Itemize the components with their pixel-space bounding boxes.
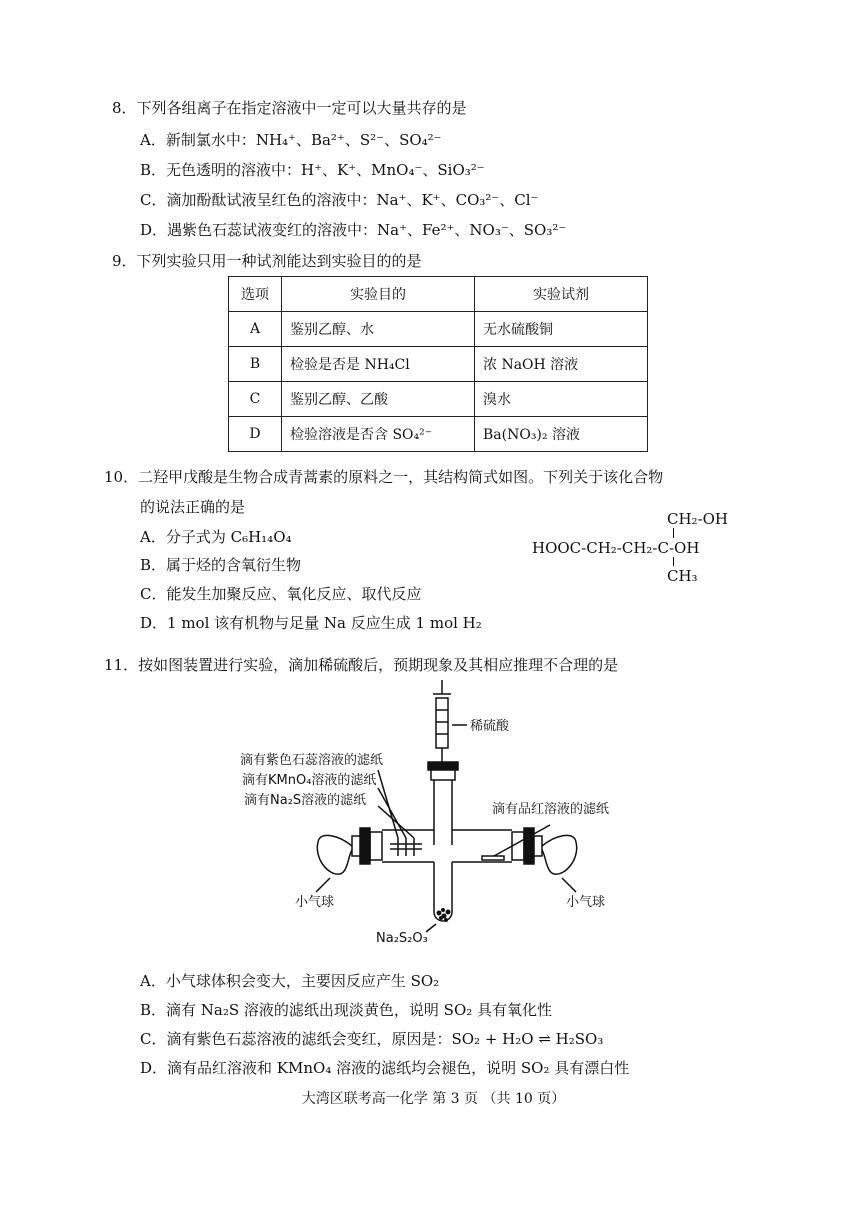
q9-table	[228, 276, 648, 452]
q8-option-b: B．无色透明的溶液中：H⁺、K⁺、MnO₄⁻、SiO₃²⁻	[140, 161, 485, 179]
q11-stem: 11．按如图装置进行实验，滴加稀硫酸后，预期现象及其相应推理不合理的是	[104, 656, 619, 674]
bond-line-top	[673, 528, 674, 538]
table-header-purpose: 实验目的	[282, 277, 475, 312]
q11-option-c: C．滴有紫色石蕊溶液的滤纸会变红，原因是：SO₂ + H₂O ⇌ H₂SO₃	[140, 1030, 604, 1048]
table-cell: C	[229, 382, 282, 417]
table-row	[229, 382, 648, 417]
table-cell: 鉴别乙醇、水	[282, 312, 475, 347]
q11-option-b: B．滴有 Na₂S 溶液的滤纸出现淡黄色，说明 SO₂ 具有氧化性	[140, 1001, 553, 1019]
q11-option-a: A．小气球体积会变大，主要因反应产生 SO₂	[140, 972, 440, 990]
label-acid: 稀硫酸	[470, 719, 510, 734]
label-pinkred-paper: 滴有品红溶液的滤纸	[492, 802, 610, 817]
formula-main: HOOC-CH₂-CH₂-C-OH	[532, 539, 700, 557]
table-cell: D	[229, 417, 282, 452]
table-header-reagent: 实验试剂	[475, 277, 648, 312]
bond-line-bottom	[673, 557, 674, 566]
label-balloon-right: 小气球	[566, 895, 606, 910]
table-cell: 鉴别乙醇、乙酸	[282, 382, 475, 417]
table-cell: 检验溶液是否含 SO₄²⁻	[282, 417, 475, 452]
label-kmno4-paper: 滴有KMnO₄溶液的滤纸	[242, 773, 377, 788]
q9-stem: 9．下列实验只用一种试剂能达到实验目的的是	[112, 252, 422, 270]
q10-option-c: C．能发生加聚反应、氧化反应、取代反应	[140, 585, 422, 603]
table-cell: 浓 NaOH 溶液	[475, 347, 648, 382]
table-row	[229, 312, 648, 347]
formula-top: CH₂-OH	[667, 510, 729, 528]
q10-option-b: B．属于烃的含氧衍生物	[140, 556, 302, 574]
q8-option-a: A．新制氯水中：NH₄⁺、Ba²⁺、S²⁻、SO₄²⁻	[140, 131, 442, 149]
q10-stem-line2: 的说法正确的是	[140, 498, 246, 516]
balloon-right-icon	[542, 835, 577, 874]
table-row	[229, 417, 648, 452]
q10-option-d: D．1 mol 该有机物与足量 Na 反应生成 1 mol H₂	[140, 614, 482, 632]
q8-stem: 8．下列各组离子在指定溶液中一定可以大量共存的是	[112, 99, 467, 117]
table-cell: B	[229, 347, 282, 382]
table-cell: Ba(NO₃)₂ 溶液	[475, 417, 648, 452]
q8-option-d: D．遇紫色石蕊试液变红的溶液中：Na⁺、Fe²⁺、NO₃⁻、SO₃²⁻	[140, 221, 567, 239]
q11-option-d: D．滴有品红溶液和 KMnO₄ 溶液的滤纸均会褪色，说明 SO₂ 具有漂白性	[140, 1059, 630, 1077]
table-row	[229, 347, 648, 382]
apparatus-diagram	[230, 680, 650, 950]
balloon-left-icon	[317, 835, 352, 874]
page-footer: 大湾区联考高一化学 第 3 页 （共 10 页）	[301, 1091, 566, 1107]
table-cell: 无水硫酸铜	[475, 312, 648, 347]
table-cell: 检验是否是 NH₄Cl	[282, 347, 475, 382]
label-balloon-left: 小气球	[295, 895, 335, 910]
formula-bottom: CH₃	[667, 567, 698, 585]
label-solid: Na₂S₂O₃	[376, 931, 428, 946]
table-header-row	[229, 277, 648, 312]
q10-option-a: A．分子式为 C₆H₁₄O₄	[140, 528, 292, 546]
label-na2s-paper: 滴有Na₂S溶液的滤纸	[244, 793, 367, 808]
q10-stem-line1: 10．二羟甲戊酸是生物合成青蒿素的原料之一，其结构简式如图。下列关于该化合物	[104, 468, 664, 486]
table-cell: A	[229, 312, 282, 347]
q8-option-c: C．滴加酚酞试液呈红色的溶液中：Na⁺、K⁺、CO₃²⁻、Cl⁻	[140, 191, 539, 209]
syringe-icon	[433, 680, 451, 770]
label-litmus-paper: 滴有紫色石蕊溶液的滤纸	[240, 753, 384, 768]
table-cell: 溴水	[475, 382, 648, 417]
table-header-option: 选项	[229, 277, 282, 312]
